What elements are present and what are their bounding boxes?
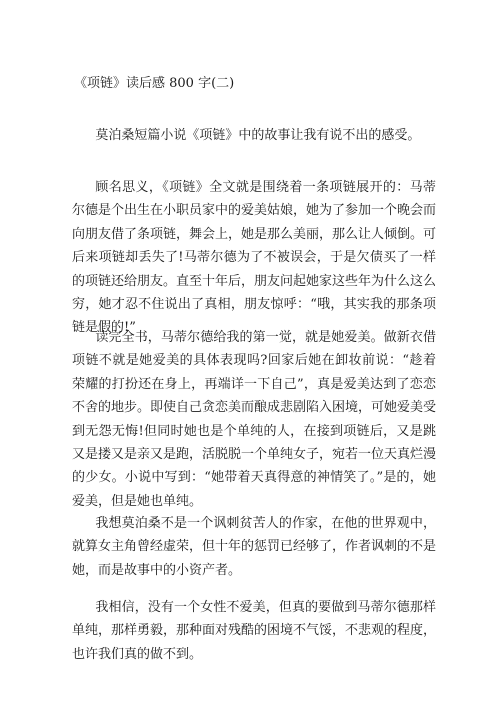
paragraph-summary: 顾名思义，《项链》全文就是围绕着一条项链展开的：马蒂尔德是个出生在小职员家中的爱美姑娘，她为了参加一个晚会而向朋友借了条项链，舞会上，她是那么美丽，那么让人倾倒。可后来项链却丢失了!马蒂尔德为了不被误会，于是欠债买了一样的项链还给朋友。直至十年后，朋友问起她家这些年为什么这么穷，她才忍不住说出了真相，朋友惊呼：“哦，其实我的那条项链是假的!”: [72, 180, 437, 336]
document-title: 《项链》读后感 800 字(二): [74, 76, 235, 91]
paragraph-intro: 莫泊桑短篇小说《项链》中的故事让我有说不出的感受。: [95, 128, 421, 143]
paragraph-conclusion: 我相信，没有一个女性不爱美，但真的要做到马蒂尔德那样单纯，那样勇毅，那种面对残酷的困境不气馁，不悲观的程度，也许我们真的做不到。: [72, 600, 437, 662]
paragraph-author-view: 我想莫泊桑不是一个讽刺贫苦人的作家，在他的世界观中，就算女主角曾经虚荣，但十年的惩罚已经够了，作者讽刺的不是她，而是故事中的小资产者。: [72, 516, 437, 578]
paragraph-character-analysis: 读完全书，马蒂尔德给我的第一觉，就是她爱美。做新衣借项链不就是她爱美的具体表现吗?回家后她在卸妆前说：“趁着荣耀的打扮还在身上，再端详一下自己”，真是爱美达到了恋恋不舍的地步。即使自己贪恋美而酿成悲剧陷入困境，可她爱美受到无怨无悔!但同时她也是个单纯的人，在接到项链后，又是跳又是搂又是亲又是跑，活脱脱一个单纯女子，宛若一位天真烂漫的少女。小说中写到：“她带着天真得意的神情笑了。”是的，她爱美，但是她也单纯。: [72, 330, 437, 509]
